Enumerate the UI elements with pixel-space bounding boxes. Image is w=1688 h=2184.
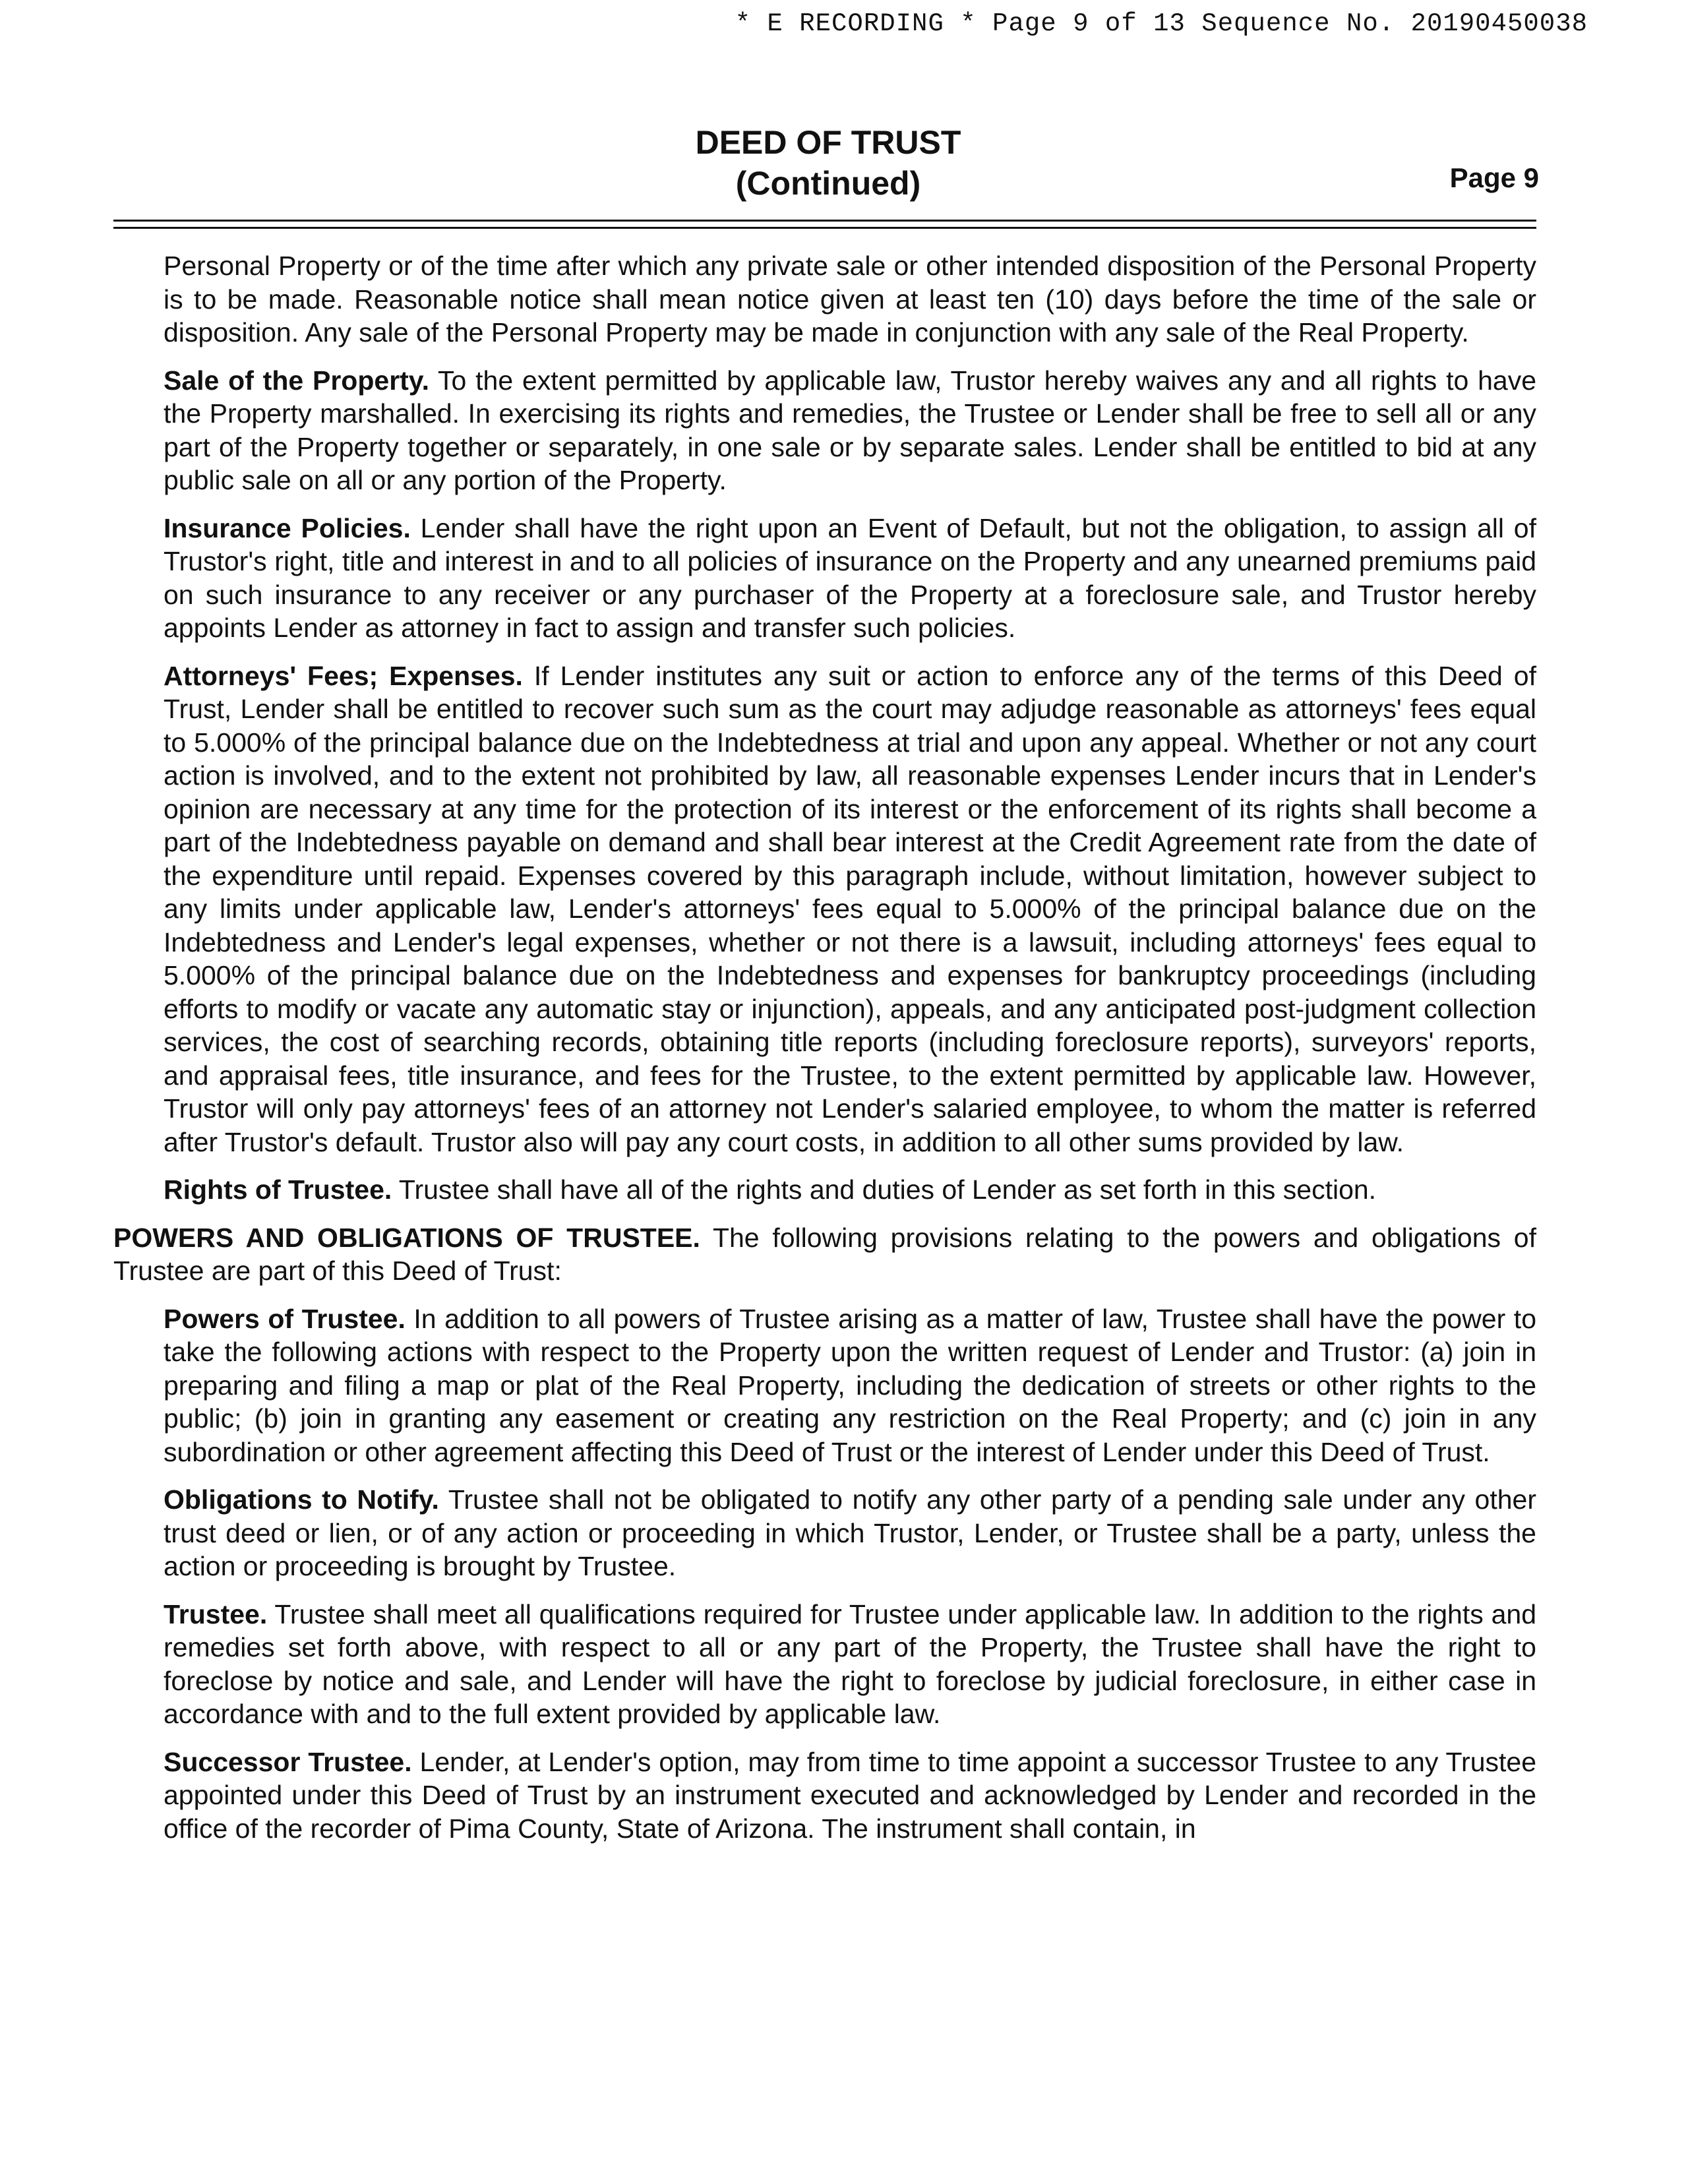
paragraph-obligations-to-notify bbox=[164, 1483, 1536, 1583]
header-divider-top bbox=[113, 220, 1536, 222]
paragraph-attorneys-fees bbox=[164, 659, 1536, 1159]
paragraph-trustee bbox=[164, 1598, 1536, 1731]
section-powers-and-obligations bbox=[113, 1221, 1536, 1288]
paragraph-text: Personal Property or of the time after which any private sale or other intended disposition of the Personal Property is to be made. Reasonable notice shall mean notice given at least ten (10) days before the time of the sale or disposition. Any sale of the Personal Property may be made in conjunction with any sale of the Real Property. bbox=[164, 251, 1536, 348]
paragraph-successor-trustee bbox=[164, 1745, 1536, 1846]
paragraph-heading: Rights of Trustee. bbox=[164, 1174, 392, 1205]
recording-stamp: * E RECORDING * Page 9 of 13 Sequence No. 20190450038 bbox=[735, 9, 1588, 38]
paragraph-text: Lender, at Lender's option, may from time to time appoint a successor Trustee to any Trustee appointed under this Deed of Trust by an instrument executed and acknowledged by Lender and recorded in the office of the recorder of Pima County, State of Arizona. The instrument shall contain, in bbox=[164, 1746, 1536, 1844]
paragraph-heading: Insurance Policies. bbox=[164, 512, 411, 543]
paragraph-text: Trustee shall meet all qualifications required for Trustee under applicable law. In addition to the rights and remedies set forth above, with respect to all or any part of the Property, the Trustee shall have the right to foreclose by notice and sale, and Lender will have the right to foreclose by judicial foreclosure, in either case in accordance with and to the full extent provided by applicable law. bbox=[164, 1598, 1536, 1729]
paragraph-personal-property-continued bbox=[164, 249, 1536, 349]
page-number: Page 9 bbox=[1449, 162, 1539, 193]
paragraph-text: The following provisions relating to the powers and obligations of Trustee are part of this Deed of Trust: bbox=[113, 1222, 1536, 1286]
document-title: DEED OF TRUST bbox=[695, 124, 961, 161]
paragraph-text: In addition to all powers of Trustee arising as a matter of law, Trustee shall have the power to take the following actions with respect to the Property upon the written request of Lender and Trustor: (a) join in preparing and filing a map or plat of the Real Property, including the dedication of streets or other rights to the public; (b) join in granting any easement or creating any restriction on the Real Property; and (c) join in any subordination or other agreement affecting this Deed of Trust or the interest of Lender under this Deed of Trust. bbox=[164, 1303, 1536, 1467]
paragraph-rights-of-trustee bbox=[164, 1173, 1536, 1207]
document-body bbox=[113, 249, 1536, 1860]
paragraph-sale-of-property bbox=[164, 364, 1536, 497]
document-title-block bbox=[0, 122, 1656, 204]
paragraph-text: Trustee shall not be obligated to notify any other party of a pending sale under any other trust deed or lien, or of any action or proceeding in which Trustor, Lender, or Trustee shall be a party, unless the action or proceeding is brought by Trustee. bbox=[164, 1484, 1537, 1581]
paragraph-insurance-policies bbox=[164, 512, 1536, 645]
section-heading: POWERS AND OBLIGATIONS OF TRUSTEE. bbox=[113, 1222, 700, 1253]
paragraph-heading: Powers of Trustee. bbox=[164, 1303, 406, 1334]
paragraph-text: To the extent permitted by applicable law, Trustor hereby waives any and all rights to have the Property marshalled. In exercising its rights and remedies, the Trustee or Lender shall be free to sell all or any part of the Property together or separately, in one sale or by separate sales. Lender shall be entitled to bid at any public sale on all or any portion of the Property. bbox=[164, 365, 1536, 495]
paragraph-text: If Lender institutes any suit or action to enforce any of the terms of this Deed of Trust, Lender shall be entitled to recover such sum as the court may adjudge reasonable as attorneys' fees equal to 5.000% of the principal balance due on the Indebtedness at trial and upon any appeal. Whether or not any court action is involved, and to the extent not prohibited by law, all reasonable expenses Lender incurs that in Lender's opinion are necessary at any time for the protection of its interest or the enforcement of its rights shall become a part of the Indebtedness payable on demand and shall bear interest at the Credit Agreement rate from the date of the expenditure until repaid. Expenses covered by this paragraph include, without limitation, however subject to any limits under applicable law, Lender's attorneys' fees equal to 5.000% of the principal balance due on the Indebtedness and Lender's legal expenses, whether or not there is a lawsuit, including attorneys' fees equal to 5.000% of the principal balance due on the Indebtedness and expenses for bankruptcy proceedings (including efforts to modify or vacate any automatic stay or injunction), appeals, and any anticipated post-judgment collection services, the cost of searching records, obtaining title reports (including foreclosure reports), surveyors' reports, and appraisal fees, title insurance, and fees for the Trustee, to the extent permitted by applicable law. However, Trustor will only pay attorneys' fees of an attorney not Lender's salaried employee, to whom the matter is referred after Trustor's default. Trustor also will pay any court costs, in addition to all other sums provided by law. bbox=[164, 660, 1536, 1157]
document-subtitle: (Continued) bbox=[735, 165, 921, 202]
paragraph-text: Lender shall have the right upon an Event of Default, but not the obligation, to assign all of Trustor's right, title and interest in and to all policies of insurance on the Property and any unearned premiums paid on such insurance to any receiver or any purchaser of the Property at a foreclosure sale, and Trustor hereby appoints Lender as attorney in fact to assign and transfer such policies. bbox=[164, 512, 1536, 643]
header-divider-bottom bbox=[113, 227, 1536, 229]
paragraph-heading: Sale of the Property. bbox=[164, 365, 429, 396]
paragraph-heading: Successor Trustee. bbox=[164, 1746, 412, 1777]
paragraph-powers-of-trustee bbox=[164, 1302, 1536, 1469]
paragraph-text: Trustee shall have all of the rights and duties of Lender as set forth in this section. bbox=[392, 1174, 1377, 1205]
paragraph-heading: Obligations to Notify. bbox=[164, 1484, 439, 1515]
paragraph-heading: Trustee. bbox=[164, 1598, 268, 1629]
paragraph-heading: Attorneys' Fees; Expenses. bbox=[164, 660, 523, 691]
